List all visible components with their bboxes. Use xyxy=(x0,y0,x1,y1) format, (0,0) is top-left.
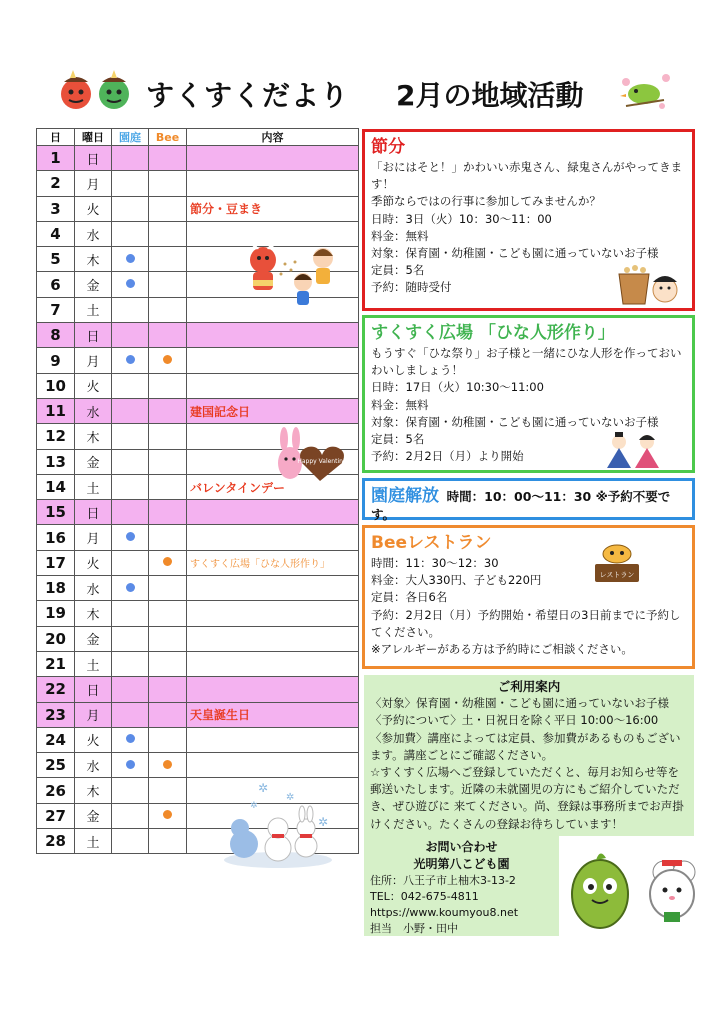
calendar-weekday: 火 xyxy=(75,727,112,752)
hina-line: もうすぐ「ひな祭り」お子様と一緒にひな人形を作っておいわいしましょう！ xyxy=(371,346,682,378)
calendar-weekday: 水 xyxy=(75,753,112,778)
mame-masu-icon xyxy=(615,260,681,306)
contact-tel: TEL：042-675-4811 xyxy=(370,890,479,904)
calendar-weekday: 月 xyxy=(75,702,112,727)
bee-cell xyxy=(149,727,187,752)
calendar-row xyxy=(37,373,359,398)
setsubun-title: 節分 xyxy=(371,137,405,157)
bee-cell xyxy=(149,753,187,778)
park-cell xyxy=(112,373,149,398)
calendar-event xyxy=(187,626,359,651)
bee-cell xyxy=(149,272,187,297)
calendar-day: 22 xyxy=(37,677,75,702)
park-dot-icon xyxy=(126,355,135,364)
info-title: ご利用案内 xyxy=(497,679,561,694)
calendar-day: 2 xyxy=(37,171,75,196)
bee-title: Beeレストラン xyxy=(371,533,492,553)
park-cell xyxy=(112,171,149,196)
info-line: 〈予約について〉土・日祝日を除く平日 10:00～16:00 xyxy=(370,713,659,728)
calendar-row xyxy=(37,576,359,601)
calendar-event: バレンタインデー xyxy=(187,474,359,499)
calendar-weekday: 日 xyxy=(75,323,112,348)
calendar-day: 4 xyxy=(37,221,75,246)
calendar-event: 建国記念日 xyxy=(187,398,359,423)
calendar-event xyxy=(187,727,359,752)
park-cell xyxy=(112,449,149,474)
calendar-weekday: 木 xyxy=(75,778,112,803)
setsubun-line: 予約：随時受付 xyxy=(371,280,452,295)
calendar-weekday: 日 xyxy=(75,677,112,702)
calendar-day: 9 xyxy=(37,348,75,373)
park-dot-icon xyxy=(126,532,135,541)
bee-cell xyxy=(149,323,187,348)
calendar-row xyxy=(37,677,359,702)
hina-line: 予約：2月2日（月）より開始 xyxy=(371,449,524,464)
bee-cell xyxy=(149,424,187,449)
bee-cell xyxy=(149,576,187,601)
bee-cell xyxy=(149,500,187,525)
hina-line: 対象：保育園・幼稚園・こども園に通っていないお子様 xyxy=(371,414,659,429)
calendar-day: 19 xyxy=(37,601,75,626)
park-time: 時間：10：00～11：30 ※予約不要です。 xyxy=(371,489,671,523)
calendar-row xyxy=(37,171,359,196)
bee-line: ※アレルギーがある方は予約時にご相談ください。 xyxy=(371,642,633,657)
calendar-event xyxy=(187,576,359,601)
calendar-weekday: 土 xyxy=(75,474,112,499)
hina-line: 日時：17日（火）10:30～11:00 xyxy=(371,380,544,395)
calendar-weekday: 土 xyxy=(75,829,112,854)
calendar-row xyxy=(37,601,359,626)
setsubun-line: 対象：保育園・幼稚園・こども園に通っていないお子様 xyxy=(371,246,659,261)
park-cell xyxy=(112,727,149,752)
calendar-day: 21 xyxy=(37,651,75,676)
calendar-weekday: 土 xyxy=(75,651,112,676)
page-title: すくすくだより xyxy=(146,79,350,112)
calendar-day: 28 xyxy=(37,829,75,854)
bee-cell xyxy=(149,171,187,196)
setsubun-line: 料金：無料 xyxy=(371,228,429,243)
bee-cell xyxy=(149,474,187,499)
calendar-table xyxy=(36,128,359,854)
calendar-weekday: 金 xyxy=(75,449,112,474)
calendar-row xyxy=(37,651,359,676)
calendar-day: 1 xyxy=(37,146,75,171)
bee-cell xyxy=(149,601,187,626)
bee-cell xyxy=(149,702,187,727)
park-cell xyxy=(112,500,149,525)
calendar-day: 8 xyxy=(37,323,75,348)
valentine-text: Happy Valentine xyxy=(297,458,347,465)
calendar-weekday: 木 xyxy=(75,247,112,272)
calendar-day: 17 xyxy=(37,550,75,575)
park-dot-icon xyxy=(126,734,135,743)
header-bee: Bee xyxy=(149,129,187,146)
park-cell xyxy=(112,702,149,727)
info-line: 〈参加費〉講座によっては定員、参加費があるものもございます。講座ごとにご確認ください。 xyxy=(370,730,681,762)
calendar-row xyxy=(37,753,359,778)
calendar-event xyxy=(187,146,359,171)
bee-cell xyxy=(149,626,187,651)
park-cell xyxy=(112,626,149,651)
calendar-row xyxy=(37,500,359,525)
calendar-event xyxy=(187,348,359,373)
bee-cell xyxy=(149,398,187,423)
calendar-day: 26 xyxy=(37,778,75,803)
hina-dolls-icon xyxy=(603,430,663,470)
info-line: 〈対象〉保育園・幼稚園・こども園に通っていないお子様 xyxy=(370,696,669,711)
park-cell xyxy=(112,677,149,702)
usage-info-panel xyxy=(364,675,694,836)
park-cell xyxy=(112,829,149,854)
calendar-event xyxy=(187,601,359,626)
hina-line: 定員：5名 xyxy=(371,432,425,447)
calendar-day: 13 xyxy=(37,449,75,474)
bee-dot-icon xyxy=(163,760,172,769)
bee-cell xyxy=(149,525,187,550)
calendar-row xyxy=(37,348,359,373)
contact-panel xyxy=(364,836,559,936)
bee-dot-icon xyxy=(163,557,172,566)
park-cell xyxy=(112,474,149,499)
hina-panel xyxy=(362,315,695,473)
park-cell xyxy=(112,196,149,221)
page-header xyxy=(56,68,676,118)
setsubun-line: 定員：5名 xyxy=(371,263,425,278)
calendar-weekday: 月 xyxy=(75,348,112,373)
park-cell xyxy=(112,247,149,272)
park-panel xyxy=(362,478,695,523)
restaurant-sign-text: レストラン xyxy=(599,571,635,579)
calendar-day: 7 xyxy=(37,297,75,322)
calendar-row xyxy=(37,550,359,575)
header-day: 日 xyxy=(37,129,75,146)
calendar-event xyxy=(187,677,359,702)
calendar-row xyxy=(37,727,359,752)
bee-cell xyxy=(149,221,187,246)
calendar-event xyxy=(187,323,359,348)
calendar-weekday: 日 xyxy=(75,146,112,171)
calendar-row xyxy=(37,702,359,727)
calendar-weekday: 火 xyxy=(75,196,112,221)
park-dot-icon xyxy=(126,583,135,592)
park-cell xyxy=(112,424,149,449)
calendar-weekday: 水 xyxy=(75,221,112,246)
info-line: ☆すくすく広場へご登録していただくと、毎月お知らせ等を郵送いたします。近隣の未就園児の方にもご紹介していただき、ぜひ遊びに 来てください。尚、登録は事務所までお声掛けください。たくさんの登録お待ちしています！ xyxy=(370,765,684,831)
park-cell xyxy=(112,221,149,246)
calendar-day: 15 xyxy=(37,500,75,525)
calendar-weekday: 金 xyxy=(75,803,112,828)
mamemaki-illustration-icon xyxy=(245,240,345,315)
contact-staff: 担当 小野・田中 xyxy=(370,922,458,936)
bee-line: 予約：2月2日（月）予約開始・希望日の3日前までに予約してください。 xyxy=(371,607,681,639)
calendar-day: 24 xyxy=(37,727,75,752)
calendar-row xyxy=(37,398,359,423)
bee-cell xyxy=(149,247,187,272)
calendar-day: 16 xyxy=(37,525,75,550)
calendar-event xyxy=(187,525,359,550)
calendar-day: 5 xyxy=(37,247,75,272)
park-cell xyxy=(112,753,149,778)
calendar-weekday: 日 xyxy=(75,500,112,525)
park-cell xyxy=(112,601,149,626)
bee-cell xyxy=(149,297,187,322)
calendar-event: すくすく広場「ひな人形作り」 xyxy=(187,550,359,575)
park-cell xyxy=(112,272,149,297)
calendar-event xyxy=(187,500,359,525)
park-cell xyxy=(112,778,149,803)
calendar-event xyxy=(187,171,359,196)
calendar-weekday: 木 xyxy=(75,424,112,449)
calendar-row xyxy=(37,323,359,348)
bee-cell xyxy=(149,651,187,676)
mascot-characters-icon xyxy=(566,842,696,934)
calendar-event xyxy=(187,753,359,778)
contact-name: 光明第八こども園 xyxy=(413,857,510,872)
calendar-day: 11 xyxy=(37,398,75,423)
svg-text:✲: ✲ xyxy=(258,781,269,795)
park-cell xyxy=(112,323,149,348)
park-cell xyxy=(112,348,149,373)
park-cell xyxy=(112,525,149,550)
bee-line: 時間：11：30～12：30 xyxy=(371,556,499,570)
setsubun-line: 日時：3日（火）10：30～11：00 xyxy=(371,211,552,226)
park-dot-icon xyxy=(126,279,135,288)
bee-line: 料金：大人330円、子ども220円 xyxy=(371,573,542,588)
page-subtitle: 2月の地域活動 xyxy=(396,79,584,112)
setsubun-panel xyxy=(362,129,695,311)
bee-dot-icon xyxy=(163,355,172,364)
calendar-day: 20 xyxy=(37,626,75,651)
bee-restaurant-panel xyxy=(362,525,695,669)
setsubun-line: 季節ならではの行事に参加してみませんか？ xyxy=(371,194,601,209)
park-dot-icon xyxy=(126,254,135,263)
uguisu-bird-icon xyxy=(616,72,674,112)
calendar-row xyxy=(37,146,359,171)
calendar-weekday: 月 xyxy=(75,525,112,550)
calendar-weekday: 水 xyxy=(75,398,112,423)
park-cell xyxy=(112,398,149,423)
calendar-weekday: 土 xyxy=(75,297,112,322)
calendar-day: 12 xyxy=(37,424,75,449)
calendar-weekday: 金 xyxy=(75,626,112,651)
calendar-event xyxy=(187,651,359,676)
bee-cell xyxy=(149,449,187,474)
bee-cell xyxy=(149,550,187,575)
bee-cell xyxy=(149,348,187,373)
bee-cell xyxy=(149,778,187,803)
calendar-day: 23 xyxy=(37,702,75,727)
calendar-day: 27 xyxy=(37,803,75,828)
svg-text:✲: ✲ xyxy=(318,815,329,829)
header-weekday: 曜日 xyxy=(75,129,112,146)
park-cell xyxy=(112,297,149,322)
calendar-day: 18 xyxy=(37,576,75,601)
contact-title: お問い合わせ xyxy=(425,840,498,854)
hina-title: すくすく広場 「ひな人形作り」 xyxy=(371,323,615,343)
calendar-day: 14 xyxy=(37,474,75,499)
hina-line: 料金：無料 xyxy=(371,397,429,412)
calendar-header-row xyxy=(37,129,359,146)
oni-faces-icon xyxy=(56,68,138,112)
restaurant-sign-icon xyxy=(587,542,647,586)
bee-cell xyxy=(149,373,187,398)
calendar-weekday: 金 xyxy=(75,272,112,297)
svg-text:✲: ✲ xyxy=(250,801,258,811)
park-title: 園庭解放 xyxy=(371,486,439,506)
snowman-illustration-icon xyxy=(222,778,334,868)
calendar-day: 25 xyxy=(37,753,75,778)
bee-dot-icon xyxy=(163,810,172,819)
header-content: 内容 xyxy=(187,129,359,146)
park-cell xyxy=(112,651,149,676)
calendar-day: 6 xyxy=(37,272,75,297)
bee-cell xyxy=(149,677,187,702)
calendar-weekday: 木 xyxy=(75,601,112,626)
calendar-weekday: 月 xyxy=(75,171,112,196)
calendar-day: 10 xyxy=(37,373,75,398)
calendar-weekday: 火 xyxy=(75,550,112,575)
calendar-event: 天皇誕生日 xyxy=(187,702,359,727)
calendar-weekday: 火 xyxy=(75,373,112,398)
bee-line: 定員：各日6名 xyxy=(371,590,448,605)
bee-cell xyxy=(149,146,187,171)
bee-cell xyxy=(149,803,187,828)
calendar-row xyxy=(37,525,359,550)
header-park: 園庭 xyxy=(112,129,149,146)
bee-cell xyxy=(149,829,187,854)
calendar-weekday: 水 xyxy=(75,576,112,601)
valentine-illustration-icon xyxy=(272,425,354,485)
setsubun-line: 「おにはそと！」かわいい赤鬼さん、緑鬼さんがやってきます！ xyxy=(371,160,683,192)
park-cell xyxy=(112,550,149,575)
contact-url[interactable]: https://www.koumyou8.net xyxy=(370,906,519,920)
contact-address: 住所：八王子市上柚木3-13-2 xyxy=(370,874,516,888)
calendar-row xyxy=(37,196,359,221)
park-dot-icon xyxy=(126,760,135,769)
calendar-row xyxy=(37,626,359,651)
park-cell xyxy=(112,146,149,171)
park-cell xyxy=(112,803,149,828)
calendar-event: 節分・豆まき xyxy=(187,196,359,221)
calendar-day: 3 xyxy=(37,196,75,221)
svg-text:✲: ✲ xyxy=(286,792,295,803)
park-cell xyxy=(112,576,149,601)
calendar-event xyxy=(187,373,359,398)
bee-cell xyxy=(149,196,187,221)
